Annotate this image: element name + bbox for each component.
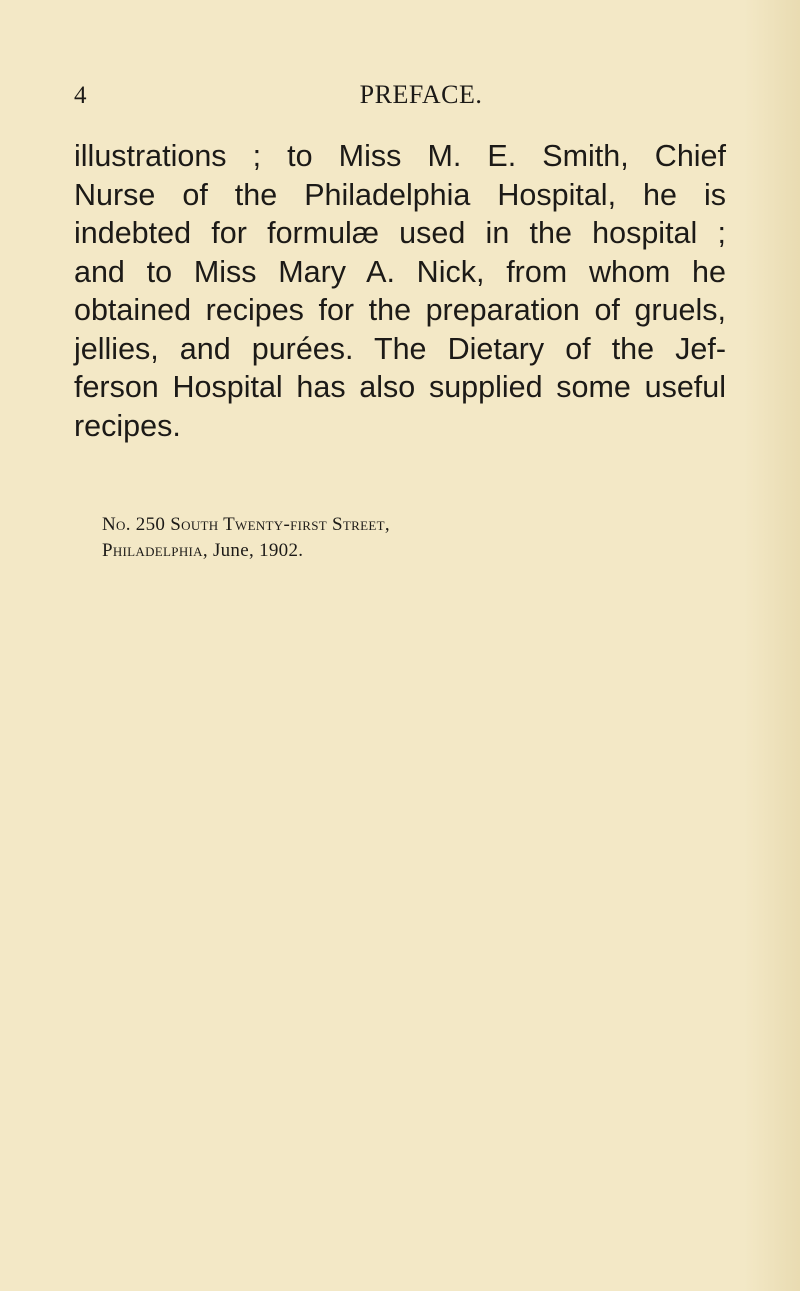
- signature-date: June, 1902.: [212, 540, 304, 561]
- page-number: 4: [74, 82, 87, 109]
- running-title: PREFACE.: [359, 80, 483, 109]
- text-line: Nurse of the Philadelphia Hospital, he is: [74, 177, 726, 212]
- text-line: jellies, and purées. The Dietary of the Jef-: [74, 331, 726, 366]
- signature-place-date: [102, 538, 390, 564]
- text-line: indebted for formulæ used in the hospital ;: [74, 216, 726, 250]
- preface-paragraph: [74, 137, 726, 445]
- signature-address: No. 250 South Twenty-first Street,: [102, 514, 390, 535]
- text-line: ferson Hospital has also supplied some useful: [74, 370, 726, 404]
- running-head: [74, 80, 726, 112]
- text-line: illustrations ; to Miss M. E. Smith, Chief: [74, 139, 726, 173]
- signature-city: Philadelphia,: [102, 540, 208, 561]
- text-line: obtained recipes for the preparation of gruels,: [74, 293, 726, 327]
- signature-block: [102, 512, 390, 564]
- text-line: recipes.: [74, 408, 181, 443]
- text-line: and to Miss Mary A. Nick, from whom he: [74, 254, 726, 289]
